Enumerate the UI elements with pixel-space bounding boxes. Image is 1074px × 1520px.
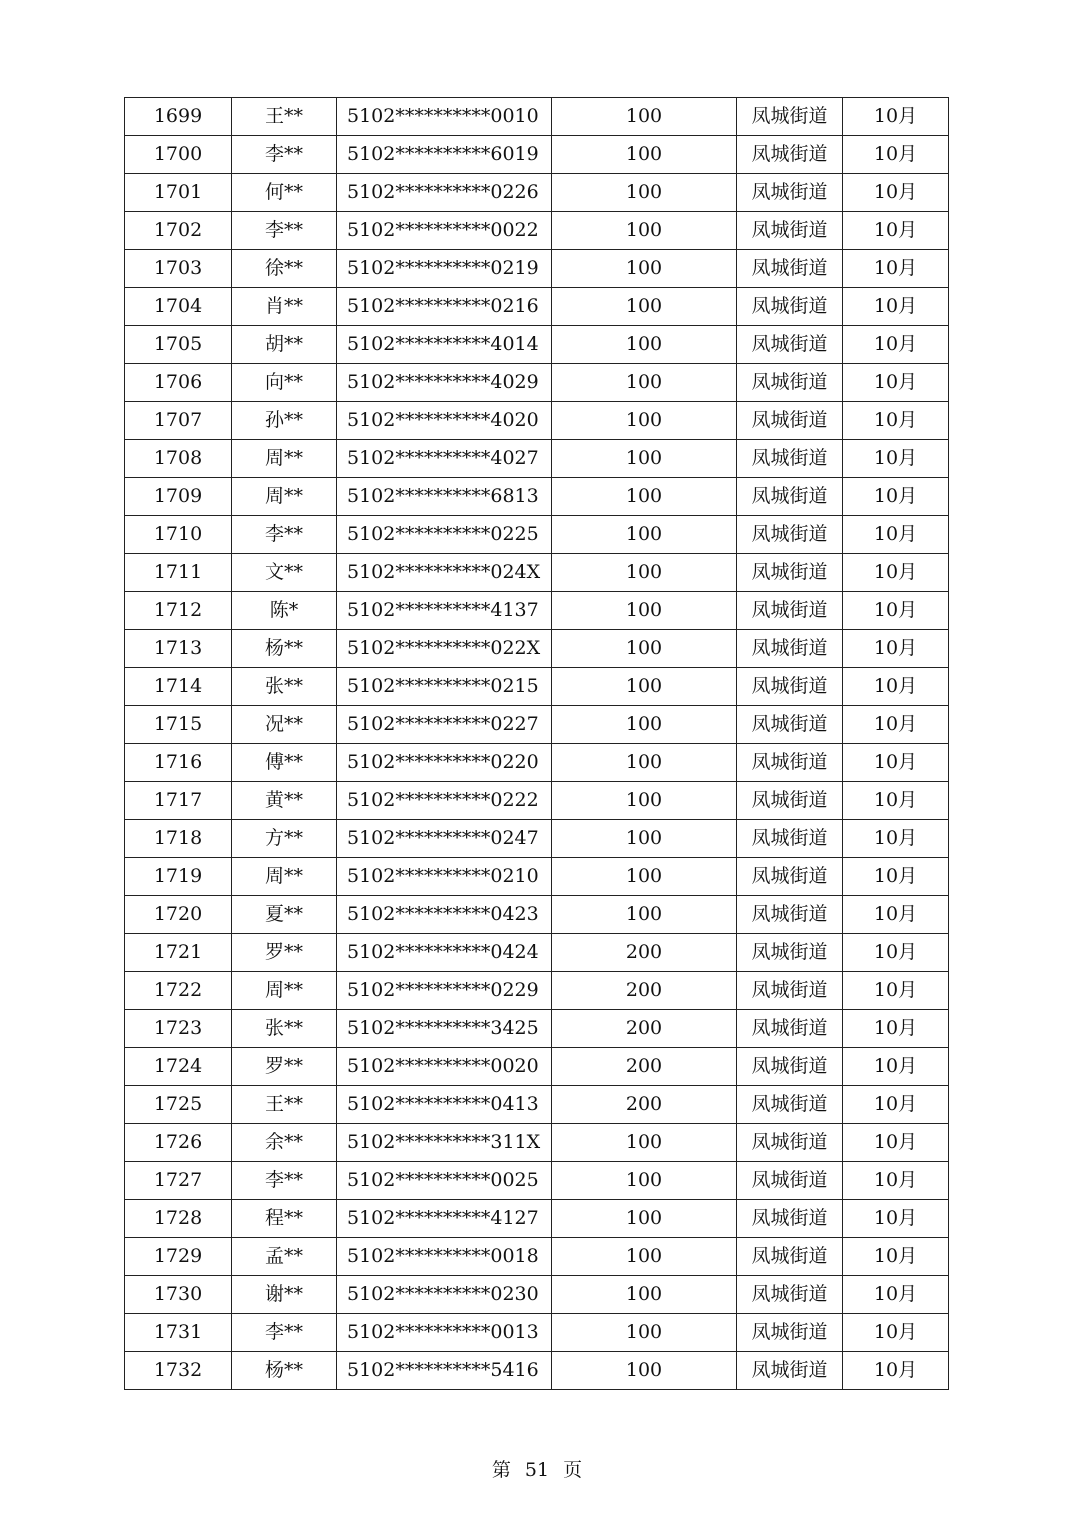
- cell-serial-number: 1717: [125, 782, 232, 820]
- cell-month: 10月: [843, 402, 949, 440]
- cell-amount: 100: [552, 174, 737, 212]
- cell-month: 10月: [843, 516, 949, 554]
- table-row: [125, 1314, 949, 1352]
- cell-month: 10月: [843, 326, 949, 364]
- cell-serial-number: 1699: [125, 98, 232, 136]
- table-row: [125, 706, 949, 744]
- cell-serial-number: 1707: [125, 402, 232, 440]
- roster-table: [124, 97, 949, 1390]
- cell-street: 凤城街道: [737, 630, 843, 668]
- cell-serial-number: 1722: [125, 972, 232, 1010]
- cell-name: 陈*: [232, 592, 337, 630]
- table-row: [125, 820, 949, 858]
- table-row: [125, 592, 949, 630]
- cell-month: 10月: [843, 1314, 949, 1352]
- cell-street: 凤城街道: [737, 326, 843, 364]
- cell-id-number: 5102**********0022: [337, 212, 552, 250]
- cell-id-number: 5102**********0020: [337, 1048, 552, 1086]
- cell-name: 傅**: [232, 744, 337, 782]
- cell-name: 李**: [232, 1314, 337, 1352]
- page-footer-prefix: 第: [491, 1459, 511, 1481]
- cell-amount: 100: [552, 440, 737, 478]
- roster-table-body: [125, 98, 949, 1390]
- cell-street: 凤城街道: [737, 858, 843, 896]
- cell-street: 凤城街道: [737, 782, 843, 820]
- table-row: [125, 174, 949, 212]
- cell-name: 肖**: [232, 288, 337, 326]
- cell-serial-number: 1705: [125, 326, 232, 364]
- page-number: 51: [524, 1459, 550, 1481]
- table-row: [125, 1200, 949, 1238]
- cell-serial-number: 1715: [125, 706, 232, 744]
- cell-amount: 100: [552, 896, 737, 934]
- cell-serial-number: 1700: [125, 136, 232, 174]
- cell-amount: 100: [552, 592, 737, 630]
- cell-name: 胡**: [232, 326, 337, 364]
- cell-id-number: 5102**********0230: [337, 1276, 552, 1314]
- cell-name: 孙**: [232, 402, 337, 440]
- cell-amount: 200: [552, 1086, 737, 1124]
- cell-name: 余**: [232, 1124, 337, 1162]
- cell-name: 周**: [232, 440, 337, 478]
- cell-street: 凤城街道: [737, 288, 843, 326]
- cell-name: 杨**: [232, 1352, 337, 1390]
- cell-id-number: 5102**********3425: [337, 1010, 552, 1048]
- cell-amount: 100: [552, 1314, 737, 1352]
- cell-name: 何**: [232, 174, 337, 212]
- table-row: [125, 858, 949, 896]
- table-row: [125, 1162, 949, 1200]
- cell-id-number: 5102**********0413: [337, 1086, 552, 1124]
- cell-name: 周**: [232, 858, 337, 896]
- cell-month: 10月: [843, 896, 949, 934]
- cell-street: 凤城街道: [737, 1238, 843, 1276]
- cell-street: 凤城街道: [737, 1048, 843, 1086]
- cell-amount: 100: [552, 1352, 737, 1390]
- cell-street: 凤城街道: [737, 1276, 843, 1314]
- cell-amount: 100: [552, 288, 737, 326]
- cell-month: 10月: [843, 972, 949, 1010]
- cell-street: 凤城街道: [737, 706, 843, 744]
- cell-name: 罗**: [232, 1048, 337, 1086]
- cell-name: 李**: [232, 1162, 337, 1200]
- cell-serial-number: 1713: [125, 630, 232, 668]
- cell-month: 10月: [843, 858, 949, 896]
- cell-street: 凤城街道: [737, 98, 843, 136]
- cell-street: 凤城街道: [737, 592, 843, 630]
- table-row: [125, 630, 949, 668]
- cell-serial-number: 1729: [125, 1238, 232, 1276]
- cell-amount: 100: [552, 630, 737, 668]
- cell-amount: 100: [552, 858, 737, 896]
- cell-serial-number: 1711: [125, 554, 232, 592]
- table-row: [125, 1238, 949, 1276]
- cell-id-number: 5102**********0247: [337, 820, 552, 858]
- cell-amount: 100: [552, 1200, 737, 1238]
- table-row: [125, 478, 949, 516]
- cell-name: 周**: [232, 972, 337, 1010]
- table-row: [125, 212, 949, 250]
- cell-street: 凤城街道: [737, 934, 843, 972]
- cell-street: 凤城街道: [737, 212, 843, 250]
- cell-amount: 100: [552, 98, 737, 136]
- cell-name: 王**: [232, 98, 337, 136]
- cell-name: 程**: [232, 1200, 337, 1238]
- cell-amount: 100: [552, 744, 737, 782]
- cell-name: 文**: [232, 554, 337, 592]
- cell-serial-number: 1728: [125, 1200, 232, 1238]
- cell-month: 10月: [843, 1238, 949, 1276]
- cell-amount: 100: [552, 212, 737, 250]
- cell-month: 10月: [843, 934, 949, 972]
- cell-id-number: 5102**********0215: [337, 668, 552, 706]
- table-row: [125, 136, 949, 174]
- cell-month: 10月: [843, 820, 949, 858]
- cell-name: 夏**: [232, 896, 337, 934]
- cell-id-number: 5102**********0227: [337, 706, 552, 744]
- cell-id-number: 5102**********4029: [337, 364, 552, 402]
- cell-amount: 100: [552, 1238, 737, 1276]
- cell-id-number: 5102**********0222: [337, 782, 552, 820]
- cell-serial-number: 1719: [125, 858, 232, 896]
- table-row: [125, 668, 949, 706]
- cell-name: 张**: [232, 1010, 337, 1048]
- cell-amount: 100: [552, 478, 737, 516]
- cell-id-number: 5102**********4127: [337, 1200, 552, 1238]
- cell-amount: 100: [552, 326, 737, 364]
- cell-street: 凤城街道: [737, 174, 843, 212]
- cell-name: 罗**: [232, 934, 337, 972]
- cell-name: 孟**: [232, 1238, 337, 1276]
- cell-street: 凤城街道: [737, 1200, 843, 1238]
- table-row: [125, 516, 949, 554]
- cell-serial-number: 1718: [125, 820, 232, 858]
- table-row: [125, 934, 949, 972]
- cell-month: 10月: [843, 630, 949, 668]
- cell-name: 杨**: [232, 630, 337, 668]
- cell-id-number: 5102**********0219: [337, 250, 552, 288]
- table-row: [125, 1276, 949, 1314]
- table-row: [125, 364, 949, 402]
- cell-month: 10月: [843, 1162, 949, 1200]
- cell-id-number: 5102**********0013: [337, 1314, 552, 1352]
- cell-serial-number: 1702: [125, 212, 232, 250]
- cell-month: 10月: [843, 706, 949, 744]
- table-row: [125, 1010, 949, 1048]
- cell-id-number: 5102**********024X: [337, 554, 552, 592]
- cell-amount: 200: [552, 1010, 737, 1048]
- cell-name: 黄**: [232, 782, 337, 820]
- table-row: [125, 782, 949, 820]
- cell-name: 李**: [232, 516, 337, 554]
- cell-name: 李**: [232, 136, 337, 174]
- cell-street: 凤城街道: [737, 972, 843, 1010]
- table-row: [125, 896, 949, 934]
- cell-name: 徐**: [232, 250, 337, 288]
- cell-name: 王**: [232, 1086, 337, 1124]
- cell-street: 凤城街道: [737, 820, 843, 858]
- cell-id-number: 5102**********4020: [337, 402, 552, 440]
- cell-amount: 100: [552, 668, 737, 706]
- cell-amount: 100: [552, 136, 737, 174]
- cell-id-number: 5102**********0010: [337, 98, 552, 136]
- table-row: [125, 972, 949, 1010]
- cell-serial-number: 1731: [125, 1314, 232, 1352]
- cell-amount: 200: [552, 1048, 737, 1086]
- cell-month: 10月: [843, 250, 949, 288]
- cell-month: 10月: [843, 592, 949, 630]
- cell-name: 方**: [232, 820, 337, 858]
- page-footer: [0, 1455, 1074, 1482]
- cell-name: 况**: [232, 706, 337, 744]
- table-row: [125, 1124, 949, 1162]
- cell-amount: 100: [552, 820, 737, 858]
- cell-id-number: 5102**********022X: [337, 630, 552, 668]
- cell-street: 凤城街道: [737, 1314, 843, 1352]
- cell-month: 10月: [843, 1086, 949, 1124]
- cell-serial-number: 1706: [125, 364, 232, 402]
- table-row: [125, 326, 949, 364]
- cell-id-number: 5102**********311X: [337, 1124, 552, 1162]
- cell-month: 10月: [843, 288, 949, 326]
- cell-id-number: 5102**********4137: [337, 592, 552, 630]
- page-footer-suffix: 页: [563, 1459, 583, 1481]
- cell-amount: 100: [552, 1162, 737, 1200]
- cell-amount: 100: [552, 554, 737, 592]
- table-row: [125, 250, 949, 288]
- table-row: [125, 402, 949, 440]
- cell-month: 10月: [843, 174, 949, 212]
- cell-month: 10月: [843, 668, 949, 706]
- cell-street: 凤城街道: [737, 1010, 843, 1048]
- cell-street: 凤城街道: [737, 1162, 843, 1200]
- cell-amount: 100: [552, 706, 737, 744]
- cell-amount: 100: [552, 250, 737, 288]
- cell-serial-number: 1703: [125, 250, 232, 288]
- cell-month: 10月: [843, 98, 949, 136]
- table-row: [125, 98, 949, 136]
- cell-month: 10月: [843, 1276, 949, 1314]
- cell-serial-number: 1712: [125, 592, 232, 630]
- cell-amount: 100: [552, 516, 737, 554]
- table-row: [125, 440, 949, 478]
- cell-month: 10月: [843, 1200, 949, 1238]
- cell-street: 凤城街道: [737, 478, 843, 516]
- cell-id-number: 5102**********0210: [337, 858, 552, 896]
- cell-amount: 100: [552, 1276, 737, 1314]
- cell-month: 10月: [843, 744, 949, 782]
- cell-serial-number: 1709: [125, 478, 232, 516]
- cell-month: 10月: [843, 782, 949, 820]
- cell-month: 10月: [843, 1352, 949, 1390]
- cell-id-number: 5102**********0225: [337, 516, 552, 554]
- cell-name: 向**: [232, 364, 337, 402]
- cell-street: 凤城街道: [737, 250, 843, 288]
- cell-serial-number: 1724: [125, 1048, 232, 1086]
- cell-month: 10月: [843, 364, 949, 402]
- cell-id-number: 5102**********0220: [337, 744, 552, 782]
- table-row: [125, 554, 949, 592]
- cell-amount: 100: [552, 402, 737, 440]
- cell-street: 凤城街道: [737, 668, 843, 706]
- table-row: [125, 1048, 949, 1086]
- cell-month: 10月: [843, 440, 949, 478]
- cell-street: 凤城街道: [737, 554, 843, 592]
- cell-serial-number: 1723: [125, 1010, 232, 1048]
- cell-amount: 200: [552, 934, 737, 972]
- cell-name: 张**: [232, 668, 337, 706]
- cell-serial-number: 1727: [125, 1162, 232, 1200]
- cell-id-number: 5102**********0216: [337, 288, 552, 326]
- cell-serial-number: 1708: [125, 440, 232, 478]
- cell-id-number: 5102**********4027: [337, 440, 552, 478]
- cell-amount: 200: [552, 972, 737, 1010]
- cell-id-number: 5102**********6019: [337, 136, 552, 174]
- cell-street: 凤城街道: [737, 364, 843, 402]
- cell-street: 凤城街道: [737, 744, 843, 782]
- cell-serial-number: 1710: [125, 516, 232, 554]
- cell-street: 凤城街道: [737, 402, 843, 440]
- cell-month: 10月: [843, 478, 949, 516]
- cell-street: 凤城街道: [737, 136, 843, 174]
- cell-month: 10月: [843, 212, 949, 250]
- cell-street: 凤城街道: [737, 516, 843, 554]
- cell-name: 李**: [232, 212, 337, 250]
- cell-amount: 100: [552, 364, 737, 402]
- cell-amount: 100: [552, 782, 737, 820]
- cell-serial-number: 1716: [125, 744, 232, 782]
- cell-id-number: 5102**********0226: [337, 174, 552, 212]
- table-row: [125, 744, 949, 782]
- cell-street: 凤城街道: [737, 440, 843, 478]
- table-row: [125, 288, 949, 326]
- cell-month: 10月: [843, 1048, 949, 1086]
- cell-serial-number: 1725: [125, 1086, 232, 1124]
- cell-id-number: 5102**********0229: [337, 972, 552, 1010]
- cell-month: 10月: [843, 554, 949, 592]
- cell-serial-number: 1720: [125, 896, 232, 934]
- cell-serial-number: 1701: [125, 174, 232, 212]
- cell-serial-number: 1721: [125, 934, 232, 972]
- cell-id-number: 5102**********0423: [337, 896, 552, 934]
- cell-serial-number: 1714: [125, 668, 232, 706]
- cell-serial-number: 1726: [125, 1124, 232, 1162]
- cell-street: 凤城街道: [737, 1086, 843, 1124]
- table-row: [125, 1352, 949, 1390]
- cell-month: 10月: [843, 1010, 949, 1048]
- cell-street: 凤城街道: [737, 1352, 843, 1390]
- cell-serial-number: 1704: [125, 288, 232, 326]
- cell-month: 10月: [843, 1124, 949, 1162]
- cell-name: 谢**: [232, 1276, 337, 1314]
- table-row: [125, 1086, 949, 1124]
- cell-name: 周**: [232, 478, 337, 516]
- cell-id-number: 5102**********0424: [337, 934, 552, 972]
- cell-id-number: 5102**********0018: [337, 1238, 552, 1276]
- cell-serial-number: 1730: [125, 1276, 232, 1314]
- cell-street: 凤城街道: [737, 896, 843, 934]
- cell-id-number: 5102**********6813: [337, 478, 552, 516]
- cell-id-number: 5102**********5416: [337, 1352, 552, 1390]
- cell-id-number: 5102**********0025: [337, 1162, 552, 1200]
- cell-month: 10月: [843, 136, 949, 174]
- cell-id-number: 5102**********4014: [337, 326, 552, 364]
- cell-amount: 100: [552, 1124, 737, 1162]
- cell-street: 凤城街道: [737, 1124, 843, 1162]
- cell-serial-number: 1732: [125, 1352, 232, 1390]
